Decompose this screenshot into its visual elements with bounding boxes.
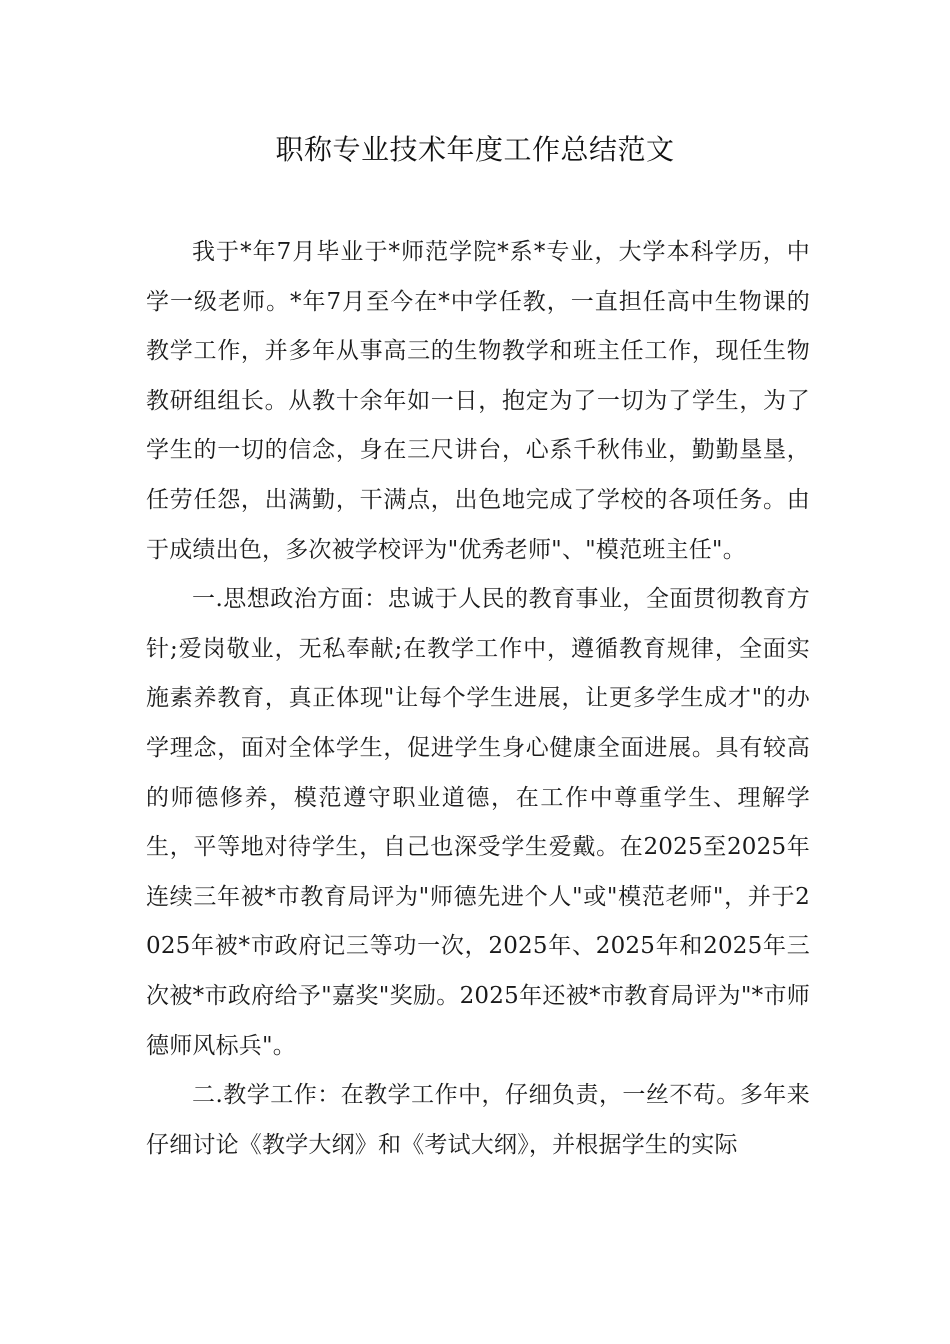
paragraph-political: 一.思想政治方面：忠诚于人民的教育事业，全面贯彻教育方针;爱岗敬业，无私奉献;在教学工作中，遵循教育规律，全面实施素养教育，真正体现"让每个学生进展，让更多学生成才"的办学理念，面对全体学生，促进学生身心健康全面进展。具有较高的师德修养，模范遵守职业道德，在工作中尊重学生、理解学生，平等地对待学生，自己也深受学生爱戴。在2025至2025年连续三年被*市教育局评为"师德先进个人"或"模范老师"，并于2025年被*市政府记三等功一次，2025年、2025年和2025年三次被*市政府给予"嘉奖"奖励。2025年还被*市教育局评为"*市师德师风标兵"。 (146, 586, 810, 1059)
paragraph-intro: 我于*年7月毕业于*师范学院*系*专业，大学本科学历，中学一级老师。*年7月至今在*中学任教，一直担任高中生物课的教学工作，并多年从事高三的生物教学和班主任工作，现任生物教研组组长。从教十余年如一日，抱定为了一切为了学生，为了学生的一切的信念，身在三尺讲台，心系千秋伟业，勤勤垦垦，任劳任怨，出满勤，干满点，出色地完成了学校的各项任务。由于成绩出色，多次被学校评为"优秀老师"、"模范班主任"。 (146, 239, 810, 563)
document-body (146, 228, 810, 1170)
document-title: 职称专业技术年度工作总结范文 (275, 133, 675, 166)
paragraph-teaching: 二.教学工作：在教学工作中，仔细负责，一丝不苟。多年来仔细讨论《教学大纲》和《考试大纲》，并根据学生的实际 (146, 1082, 810, 1158)
